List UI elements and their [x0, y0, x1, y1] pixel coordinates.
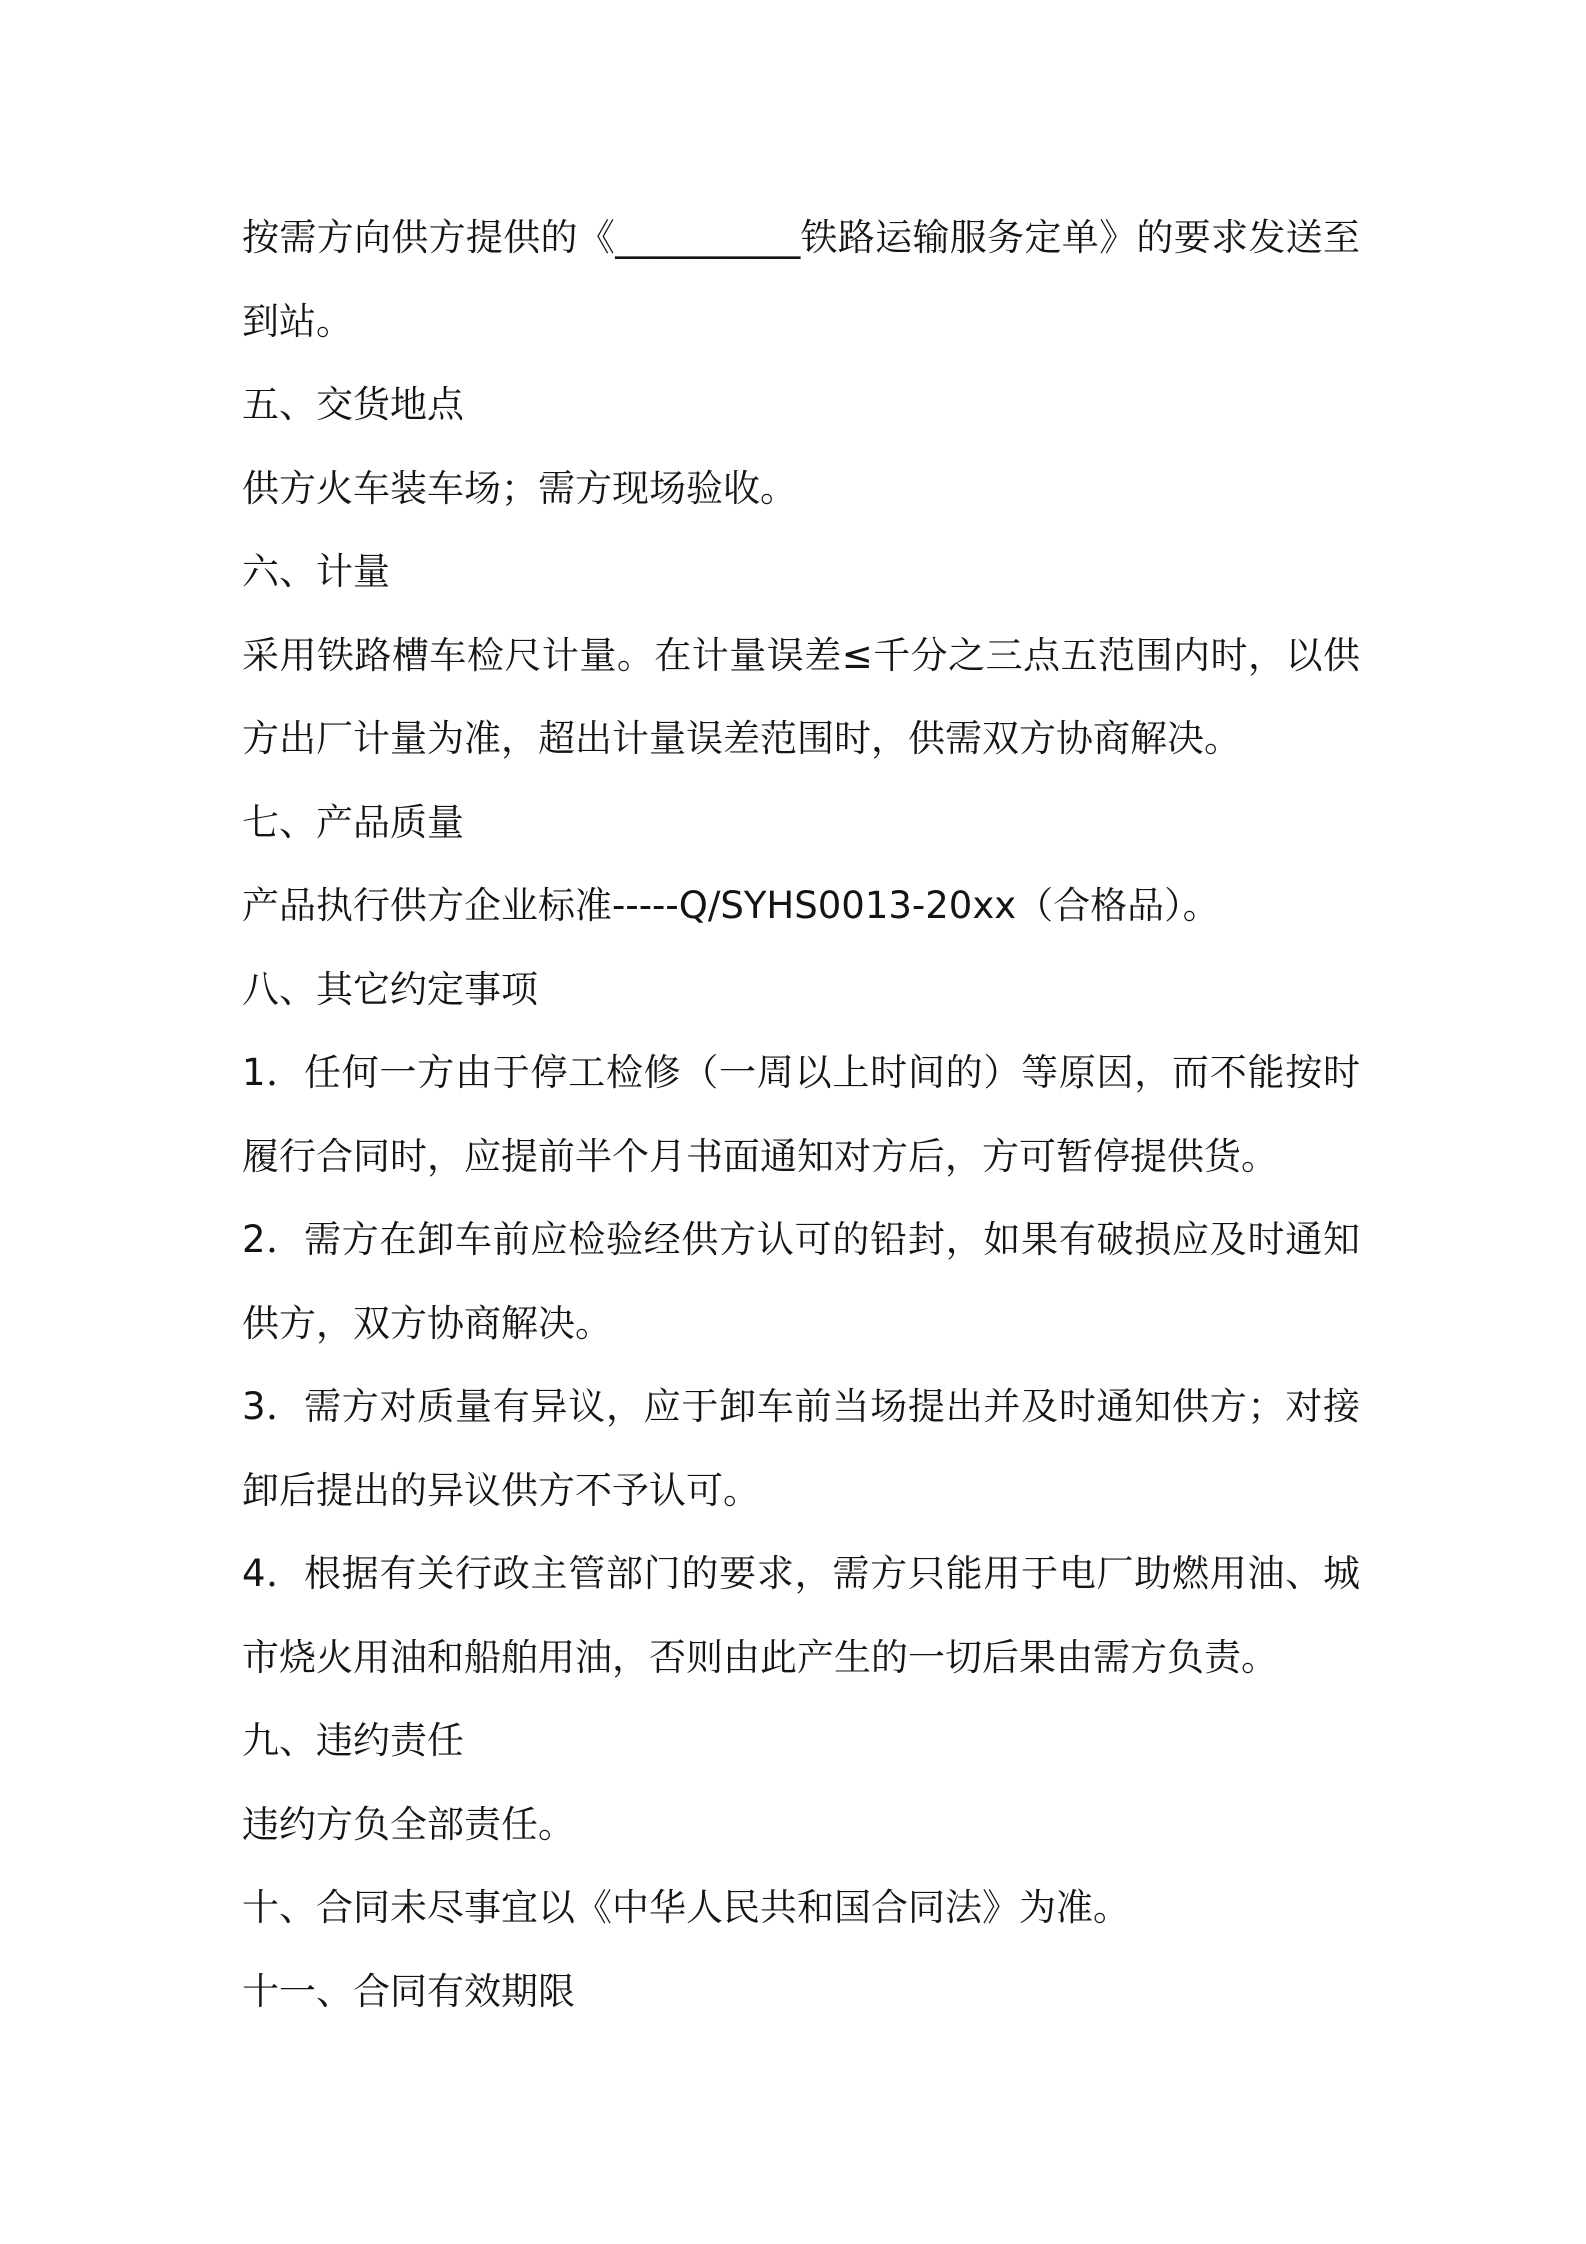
text-line: 卸后提出的异议供方不予认可。 — [242, 1468, 760, 1512]
text-line: 到站。 — [242, 299, 353, 343]
section-heading: 八、其它约定事项 — [242, 967, 538, 1011]
section-heading: 十一、合同有效期限 — [242, 1969, 575, 2013]
text-line: 采用铁路槽车检尺计量。在计量误差≤千分之三点五范围内时，以供 — [242, 633, 1360, 677]
list-item: 4．根据有关行政主管部门的要求，需方只能用于电厂助燃用油、城 — [242, 1552, 1360, 1595]
section-heading: 六、计量 — [242, 550, 390, 593]
section-heading: 七、产品质量 — [242, 800, 464, 844]
text-line: 方出厂计量为准，超出计量误差范围时，供需双方协商解决。 — [242, 717, 1241, 760]
text-line: 供方火车装车场；需方现场验收。 — [242, 466, 797, 510]
section-heading: 五、交货地点 — [242, 383, 464, 426]
text-line: 市烧火用油和船舶用油，否则由此产生的一切后果由需方负责。 — [242, 1635, 1278, 1679]
text-line: 违约方负全部责任。 — [242, 1802, 575, 1846]
section-heading: 十、合同未尽事宜以《中华人民共和国合同法》为准。 — [242, 1886, 1130, 1929]
section-heading: 九、违约责任 — [242, 1719, 464, 1762]
document-body — [242, 196, 1360, 2033]
text-line: 产品执行供方企业标准-----Q/SYHS0013-20xx（合格品）。 — [242, 884, 1220, 927]
list-item: 2．需方在卸车前应检验经供方认可的铅封，如果有破损应及时通知 — [242, 1218, 1360, 1261]
text-line: 履行合同时，应提前半个月书面通知对方后，方可暂停提供货。 — [242, 1134, 1278, 1178]
list-item: 1．任何一方由于停工检修（一周以上时间的）等原因，而不能按时 — [242, 1051, 1360, 1094]
text-line: 按需方向供方提供的《__________铁路运输服务定单》的要求发送至 — [242, 216, 1360, 259]
list-item: 3．需方对质量有异议，应于卸车前当场提出并及时通知供方；对接 — [242, 1385, 1360, 1428]
text-line: 供方，双方协商解决。 — [242, 1301, 612, 1345]
